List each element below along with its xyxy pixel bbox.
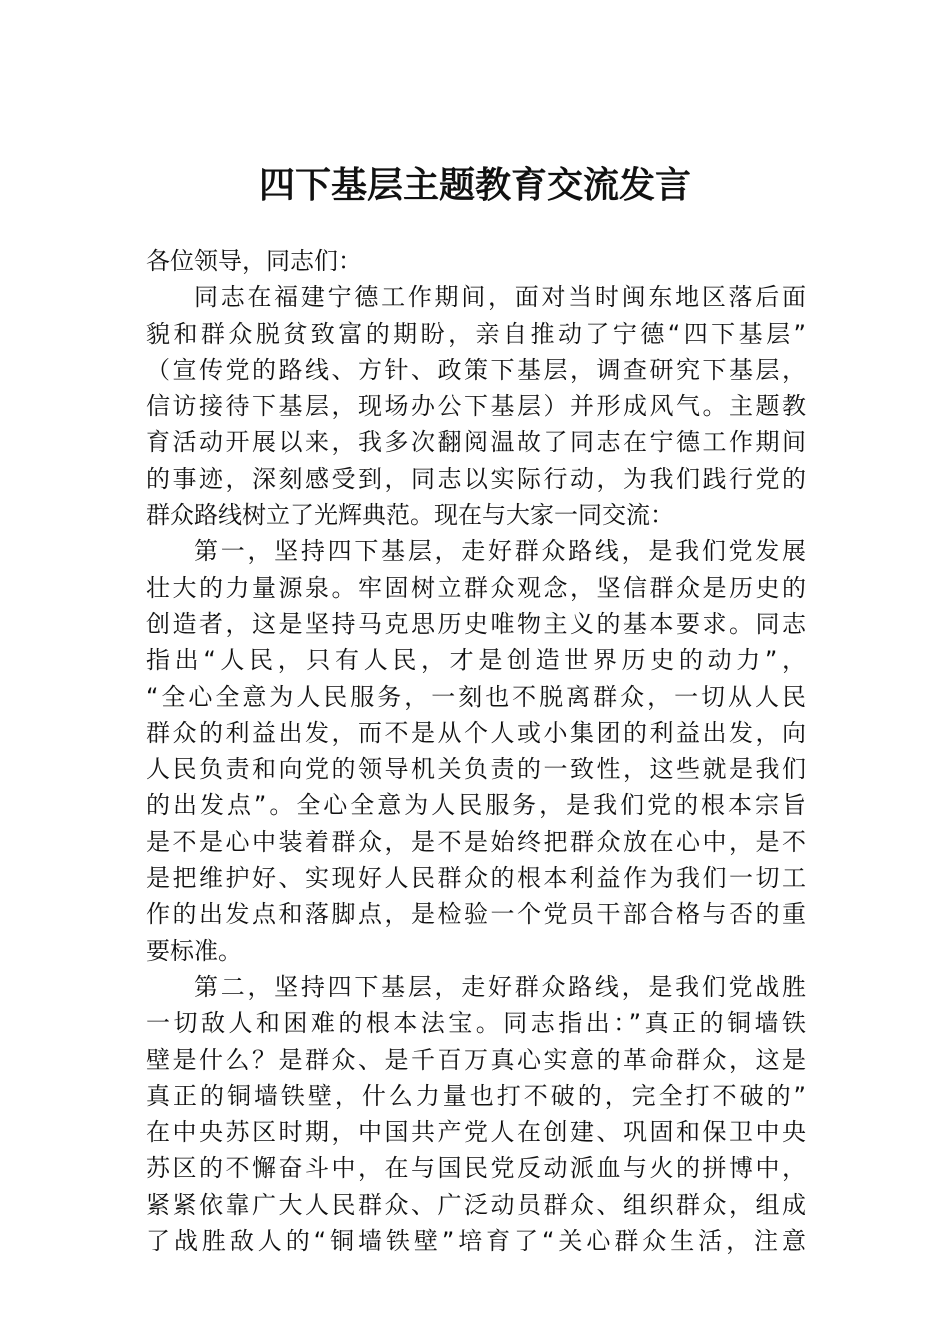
- text-line: 人民负责和向党的领导机关负责的一致性，这些就是我们: [146, 755, 806, 784]
- text-line: 是把维护好、实现好人民群众的根本利益作为我们一切工: [146, 864, 806, 893]
- text-line: 作的出发点和落脚点，是检验一个党员干部合格与否的重: [146, 900, 806, 929]
- text-line: 壁是什么？是群众、是千百万真心实意的革命群众，这是: [146, 1045, 806, 1074]
- text-line: 的出发点”。全心全意为人民服务，是我们党的根本宗旨: [146, 791, 806, 820]
- text-line: 是不是心中装着群众，是不是始终把群众放在心中，是不: [146, 827, 806, 856]
- text-line: 各位领导，同志们：: [146, 247, 362, 275]
- text-line: “全心全意为人民服务，一刻也不脱离群众，一切从人民: [146, 682, 806, 711]
- text-line: 真正的铜墙铁壁，什么力量也打不破的，完全打不破的”: [146, 1081, 806, 1110]
- text-line: 信访接待下基层，现场办公下基层）并形成风气。主题教: [146, 392, 806, 421]
- text-line: 同志在福建宁德工作期间，面对当时闽东地区落后面: [194, 283, 806, 312]
- text-line: 育活动开展以来，我多次翻阅温故了同志在宁德工作期间: [146, 428, 806, 457]
- text-line: 苏区的不懈奋斗中，在与国民党反动派血与火的拼博中，: [146, 1154, 806, 1183]
- text-line: 一切敌人和困难的根本法宝。同志指出：”真正的铜墙铁: [146, 1009, 806, 1038]
- text-line: 要标准。: [146, 936, 242, 965]
- text-line: 第二，坚持四下基层，走好群众路线，是我们党战胜: [194, 972, 806, 1001]
- document-body: [146, 243, 806, 1259]
- text-line: （宣传党的路线、方针、政策下基层，调查研究下基层，: [146, 355, 806, 384]
- text-line: 创造者，这是坚持马克思历史唯物主义的基本要求。同志: [146, 609, 806, 638]
- document-title: 四下基层主题教育交流发言: [258, 164, 691, 206]
- text-line: 的事迹，深刻感受到，同志以实际行动，为我们践行党的: [146, 464, 806, 493]
- text-line: 了战胜敌人的“铜墙铁壁”培育了“关心群众生活，注意: [146, 1227, 806, 1256]
- text-line: 壮大的力量源泉。牢固树立群众观念，坚信群众是历史的: [146, 573, 806, 602]
- text-line: 在中央苏区时期，中国共产党人在创建、巩固和保卫中央: [146, 1118, 806, 1147]
- text-line: 群众的利益出发，而不是从个人或小集团的利益出发，向: [146, 718, 806, 747]
- text-line: 貌和群众脱贫致富的期盼，亲自推动了宁德“四下基层”: [146, 319, 806, 348]
- text-line: 紧紧依靠广大人民群众、广泛动员群众、组织群众，组成: [146, 1190, 806, 1219]
- text-line: 第一，坚持四下基层，走好群众路线，是我们党发展: [194, 537, 806, 566]
- text-line: 指出“人民，只有人民，才是创造世界历史的动力”，: [146, 646, 806, 675]
- text-line: 群众路线树立了光辉典范。现在与大家一同交流：: [146, 501, 674, 530]
